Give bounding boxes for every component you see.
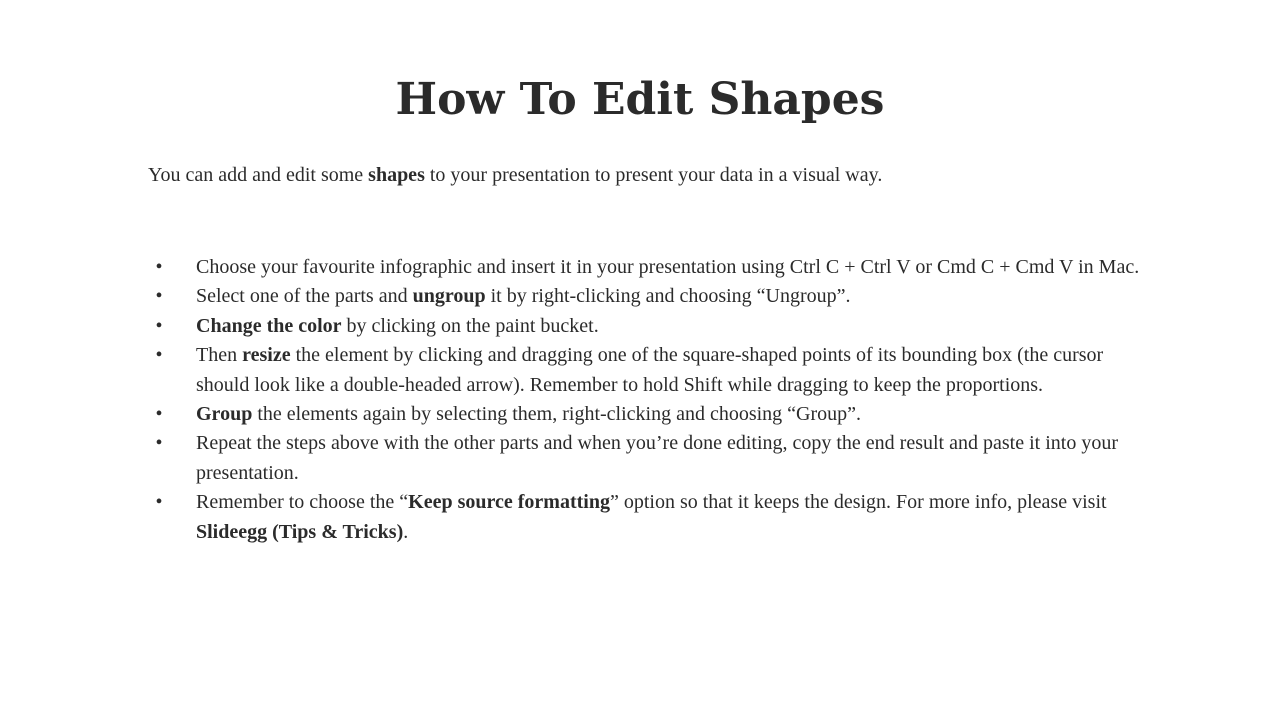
- step-text-end: by clicking on the paint bucket.: [341, 314, 599, 337]
- step-text-end: the elements again by selecting them, right-clicking and choosing “Group”.: [252, 403, 862, 426]
- bullet-icon: •: [155, 314, 163, 337]
- bullet-icon: •: [155, 344, 163, 367]
- step-text-end: .: [403, 520, 409, 543]
- step-item-2: [148, 282, 1148, 311]
- step-bold-change-color: Change the color: [196, 314, 342, 337]
- step-item-6: [148, 429, 1148, 488]
- intro-text: You can add and edit some: [148, 164, 369, 186]
- step-text: Select one of the parts and: [196, 285, 413, 308]
- intro-paragraph: [148, 161, 1148, 190]
- bullet-icon: •: [155, 432, 163, 455]
- bullet-icon: •: [155, 403, 163, 426]
- intro-text-end: to your presentation to present your data in a visual way.: [424, 164, 883, 186]
- step-text: Repeat the steps above with the other parts and when you’re done editing, copy the end result and paste it into your presentation.: [196, 432, 1118, 484]
- step-text: Remember to choose the “: [196, 491, 409, 514]
- bullet-icon: •: [155, 256, 163, 278]
- step-item-7: [148, 488, 1148, 547]
- step-text-end: it by right-clicking and choosing “Ungroup”.: [485, 285, 851, 308]
- step-bold-keep-source: Keep source formatting: [408, 491, 610, 514]
- step-bold-resize: resize: [242, 344, 291, 367]
- bullet-icon: •: [155, 491, 163, 514]
- step-text-end: the element by clicking and dragging one of the square-shaped points of its bounding box (the cursor should look like a double-headed arrow). Remember to hold Shift while dragging to keep the proportions.: [196, 344, 1104, 396]
- slideegg-link[interactable]: Slideegg (Tips & Tricks): [196, 520, 404, 543]
- intro-bold-shapes: shapes: [368, 164, 425, 186]
- step-text: Choose your favourite infographic and insert it in your presentation using Ctrl C + Ctrl V or Cmd C + Cmd V in Mac.: [196, 256, 1140, 278]
- steps-list: [148, 253, 1148, 547]
- step-bold-group: Group: [196, 403, 253, 426]
- step-text: Then: [196, 344, 243, 367]
- step-text-middle: ” option so that it keeps the design. For more info, please visit: [609, 491, 1107, 514]
- step-item-4: [148, 341, 1148, 400]
- slide-title: How To Edit Shapes: [395, 74, 885, 125]
- step-item-3: [148, 312, 1148, 341]
- step-bold-ungroup: ungroup: [412, 285, 486, 308]
- bullet-icon: •: [155, 285, 163, 308]
- step-item-5: [148, 400, 1148, 429]
- step-item-1: [148, 253, 1148, 282]
